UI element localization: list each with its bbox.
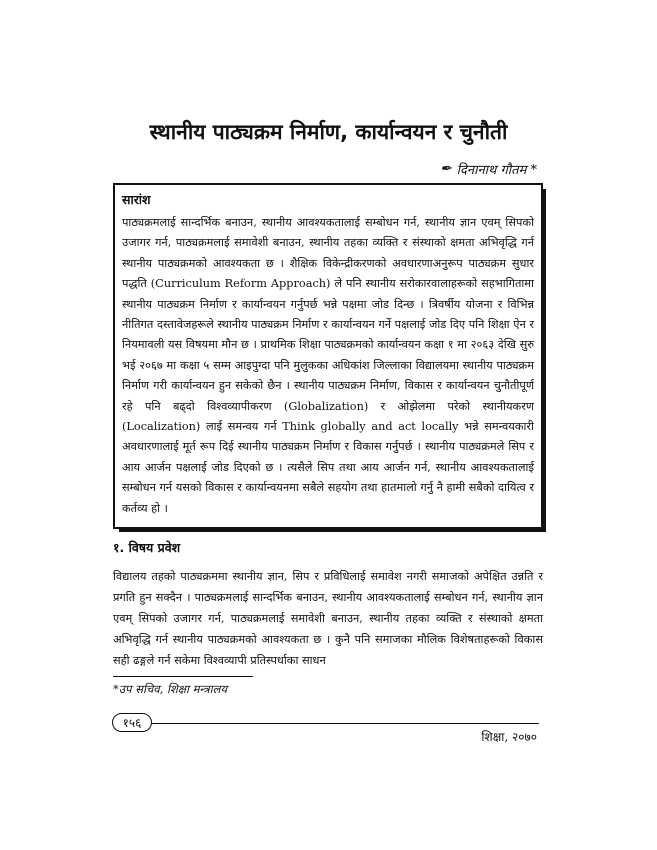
page-number: १५६ [112,713,152,732]
section-heading: १. विषय प्रवेश [113,540,181,555]
section-body: विद्यालय तहको पाठ्यक्रममा स्थानीय ज्ञान, सिप र प्रविधिलाई समावेश नगरी समाजको अपेक्षित उन्नति र प्रगति हुन सक्दैन । पाठ्यक्रमलाई सान्दर्भिक बनाउन, स्थानीय आवश्यकतालाई सम्बोधन गर्न, स्थानीय ज्ञान एवम् सिपको उजागर गर्न, पाठ्यक्रमलाई समावेशी बनाउन, स्थानीय तहका व्यक्ति र संस्थाको क्षमता अभिवृद्धि गर्न स्थानीय पाठ्यक्रमको आवश्यकता छ । कुनै पनि समाजका मौलिक विशेषताहरूको विकास सही ढङ्गले गर्न सकेमा विश्वव्यापी प्रतिस्पर्धाका साधन [113,570,543,667]
abstract-box [113,183,543,529]
journal-name: शिक्षा, २०७० [481,730,537,744]
article-title: स्थानीय पाठ्यक्रम निर्माण, कार्यान्वयन र चुनौती [149,120,508,144]
pen-nib-icon: ✒ [439,161,452,177]
footnote: *उप सचिव, शिक्षा मन्त्रालय [113,682,228,696]
footer-divider [152,723,539,724]
abstract-body: पाठ्यक्रमलाई सान्दर्भिक बनाउन, स्थानीय आवश्यकतालाई सम्बोधन गर्न, स्थानीय ज्ञान एवम् सिपको उजागर गर्न, पाठ्यक्रमलाई समावेशी बनाउन, स्थानीय तहका व्यक्ति र संस्थाको क्षमता अभिवृद्धि गर्न स्थानीय पाठ्यक्रमको आवश्यकता छ । शैक्षिक विकेन्द्रीकरणको अवधारणाअनुरूप पाठ्यक्रम सुधार पद्धति (Curriculum Reform Approach) ले पनि स्थानीय सरोकारवालाहरूको सहभागितामा स्थानीय पाठ्यक्रम निर्माण र कार्यान्वयन गर्नुपर्छ भन्ने पक्षमा जोड दिन्छ । त्रिवर्षीय योजना र विभिन्न नीतिगत दस्तावेजहरूले स्थानीय पाठ्यक्रम निर्माण र कार्यान्वयन गर्ने पक्षलाई जोड दिए पनि शिक्षा ऐन र नियमावली यस विषयमा मौन छ । प्राथमिक शिक्षा पाठ्यक्रमको कार्यान्वयन कक्षा १ मा २०६३ देखि सुरु भई २०६७ मा कक्षा ५ सम्म आइपुग्दा पनि मुलुकका अधिकांश जिल्लाका विद्यालयमा स्थानीय पाठ्यक्रम निर्माण गरी कार्यान्वयन हुन सकेको छैन । स्थानीय पाठ्यक्रम निर्माण, विकास र कार्यान्वयन चुनौतीपूर्ण रहे पनि बढ्दो विश्वव्यापीकरण (Globalization) र ओझेलमा परेको स्थानीयकरण (Localization) लाई समन्वय गर्न Think globally and act locally भन्ने समन्वयकारी अवधारणालाई मूर्त रूप दिई स्थानीय पाठ्यक्रम निर्माण र विकास गर्नुपर्छ । स्थानीय पाठ्यक्रमले सिप र आय आर्जन पक्षलाई जोड दिएको छ । त्यसैले सिप तथा आय आर्जन गर्न, स्थानीय आवश्यकतालाई सम्बोधन गर्न यसको विकास र कार्यान्वयनमा सबैले सहयोग तथा हातमालो गर्नु नै हामी सबैको दायित्व र कर्तव्य हो । [122,216,534,515]
author-name: दिनानाथ गौतम * [456,163,537,178]
abstract-heading: सारांश [122,192,151,207]
author-line [440,160,537,178]
footnote-divider [113,676,253,677]
